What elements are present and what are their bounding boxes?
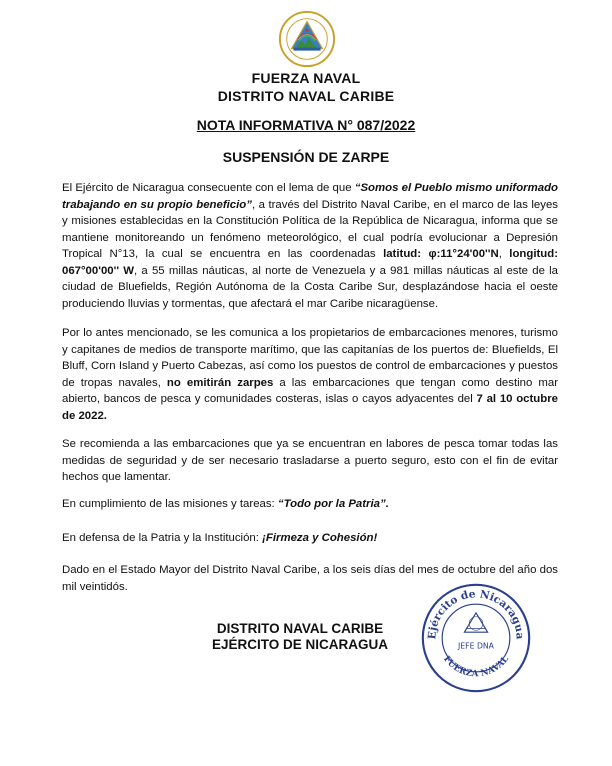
date-range-text: 7 al 10 octubre de 2022. — [62, 393, 558, 422]
official-stamp-icon — [418, 580, 534, 696]
no-departures-text: no emitirán zarpes — [166, 376, 274, 389]
paragraph-defense: En defensa de la Patria y la Institución: ¡Firmeza y Cohesión! — [62, 532, 378, 544]
organization-name: FUERZA NAVAL — [251, 70, 361, 86]
motto-text: “Somos el Pueblo mismo uniformado trabajando en su propio beneficio” — [62, 182, 558, 211]
latitude-text: latitud: φ:11°24'00''N — [383, 248, 499, 260]
nicaragua-coat-of-arms-icon — [278, 10, 336, 68]
svg-text:FUERZA NAVAL: FUERZA NAVAL — [441, 654, 511, 680]
svg-text:JEFE DNA: JEFE DNA — [458, 641, 494, 651]
paragraph-issued: Dado en el Estado Mayor del Distrito Naval Caribe, a los seis días del mes de octubre del año dos mil veintidós. — [62, 564, 558, 593]
paragraph-suspension: Por lo antes mencionado, se les comunica a los propietarios de embarcaciones menores, turismo y capitanes de medios de transporte marítimo, que las capitanías de los puertos de: Bluefields, El Bluff, Corn Island y Puerto Cabezas, así como los puestos de control de embarcaciones y puestos de tropas navales, no emitirán zarpes a las embarcaciones que tengan como destino mar abierto, bancos de pesca y comunidades costeras, islas o cayos adyacentes del 7 al 10 octubre de 2022. — [62, 327, 558, 422]
paragraph-mission: En cumplimiento de las misiones y tareas: “Todo por la Patria”. — [62, 498, 389, 510]
note-subject: SUSPENSIÓN DE ZARPE — [222, 149, 390, 165]
paragraph-weather-report: El Ejército de Nicaragua consecuente con el lema de que “Somos el Pueblo mismo uniformado trabajando en su propio beneficio”, a través del Distrito Naval Caribe, en el marco de las leyes y misiones establecidas en la Constitución Política de la República de Nicaragua, informa que se mantiene monitoreando un fenómeno meteorológico, el cual podría evolucionar a Depresión Tropical N°13, la cual se encuentra en las coordenadas latitud: φ:11°24'00''N, longitud: 067°00'00'' W, a 55 millas náuticas, al norte de Venezuela y a 981 millas náuticas al este de la ciudad de Bluefields, Región Autónoma de la Costa Caribe Sur, desplazándose hacia el oeste produciendo lluvias y tormentas, que afectará el mar Caribe nicaragüense. — [62, 182, 558, 310]
svg-text:Ejército de Nicaragua: Ejército de Nicaragua — [425, 587, 527, 640]
note-title: NOTA INFORMATIVA N° 087/2022 — [196, 117, 416, 133]
signature-line-2: EJÉRCITO DE NICARAGUA — [211, 637, 389, 652]
signature-line-1: DISTRITO NAVAL CARIBE — [216, 621, 384, 636]
paragraph-recommendation: Se recomienda a las embarcaciones que ya se encuentran en labores de pesca tomar todas las medidas de seguridad y de ser necesario trasladarse a puerto seguro, esto con el fin de evitar hechos que lamentar. — [62, 438, 558, 483]
district-name: DISTRITO NAVAL CARIBE — [217, 88, 395, 104]
longitude-text: longitud: 067°00'00'' W — [62, 248, 558, 277]
